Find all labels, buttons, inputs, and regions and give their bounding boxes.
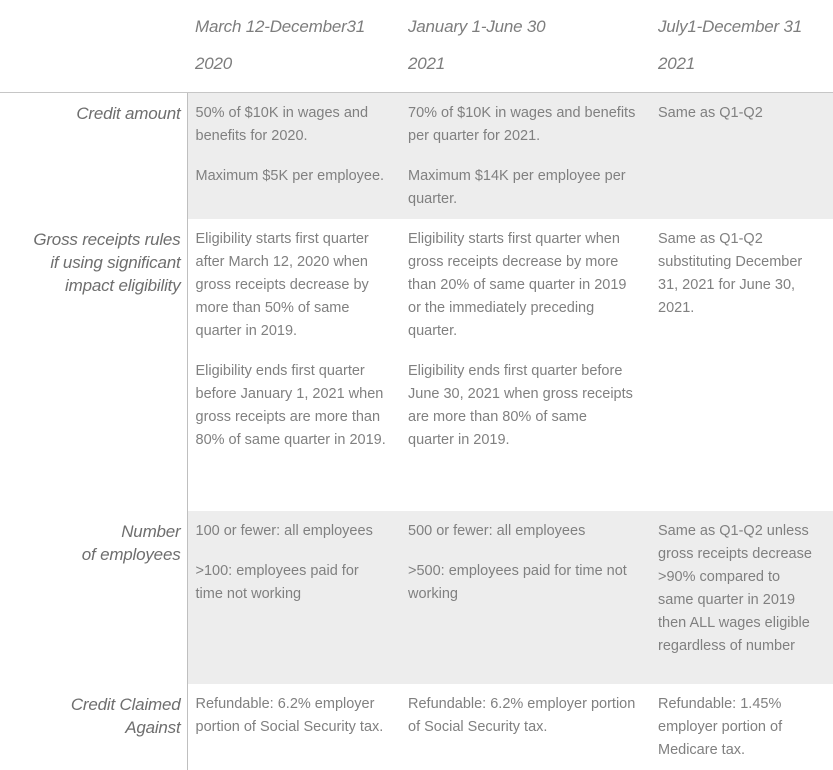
cell-paragraph: Refundable: 1.45% employer portion of Medicare tax. [658,693,819,762]
row-label-gross-receipts-line-2: if using significant [6,251,181,274]
cell-credit-amount-period-3 [650,93,833,220]
cell-number-employees-period-2 [400,511,650,684]
header-period-2-line-2: 2021 [408,45,638,82]
cell-claimed-against-period-3 [650,684,833,770]
row-label-number-of-employees [0,511,187,684]
row-label-claimed-against-line-1: Credit Claimed [6,693,181,716]
cell-gross-receipts-period-1 [187,219,400,511]
row-label-gross-receipts-line-1: Gross receipts rules [6,228,181,251]
cell-paragraph: >500: employees paid for time not working [408,560,636,606]
table-body [0,93,833,770]
cell-paragraph: Same as Q1-Q2 substituting December 31, 2021 for June 30, 2021. [658,228,819,320]
cell-paragraph: >100: employees paid for time not working [196,560,387,606]
cell-paragraph: 500 or fewer: all employees [408,520,636,543]
cell-credit-amount-period-2 [400,93,650,220]
cell-claimed-against-period-2 [400,684,650,770]
cell-paragraph: Same as Q1-Q2 [658,102,819,125]
row-label-credit-claimed-against [0,684,187,770]
row-label-number-employees-line-2: of employees [6,543,181,566]
cell-paragraph: Refundable: 6.2% employer portion of Social Security tax. [408,693,636,739]
cell-paragraph: Maximum $5K per employee. [196,165,387,188]
cell-paragraph: 50% of $10K in wages and benefits for 2020. [196,102,387,148]
cell-gross-receipts-period-2 [400,219,650,511]
cell-paragraph: Same as Q1-Q2 unless gross receipts decrease >90% compared to same quarter in 2019 then ALL wages eligible regardless of number [658,520,819,658]
row-label-claimed-against-line-2: Against [6,716,181,739]
row-label-credit-amount-line-1: Credit amount [6,102,181,125]
row-label-gross-receipts-line-3: impact eligibility [6,274,181,297]
table-row-gross-receipts-rules [0,219,833,511]
table-row-credit-amount [0,93,833,220]
header-cell-period-2 [400,0,650,93]
table-row-credit-claimed-against [0,684,833,770]
cell-paragraph: Eligibility ends first quarter before June 30, 2021 when gross receipts are more than 80% of same quarter in 2019. [408,360,636,452]
table-header-row [0,0,833,93]
header-cell-period-1 [187,0,400,93]
header-period-1-line-1: March 12-December31 [195,8,388,45]
row-label-credit-amount [0,93,187,220]
cell-paragraph: Eligibility ends first quarter before January 1, 2021 when gross receipts are more than 80% of same quarter in 2019. [196,360,387,452]
row-label-gross-receipts-rules [0,219,187,511]
cell-paragraph: Eligibility starts first quarter when gross receipts decrease by more than 20% of same quarter in 2019 or the immediately preceding quarter. [408,228,636,343]
cell-number-employees-period-3 [650,511,833,684]
cell-paragraph: Eligibility starts first quarter after March 12, 2020 when gross receipts decrease by more than 50% of same quarter in 2019. [196,228,387,343]
header-period-3-line-2: 2021 [658,45,821,82]
header-period-1-line-2: 2020 [195,45,388,82]
table-row-number-of-employees [0,511,833,684]
header-period-2-line-1: January 1-June 30 [408,8,638,45]
cell-paragraph: 100 or fewer: all employees [196,520,387,543]
header-period-3-line-1: July1-December 31 [658,8,821,45]
cell-gross-receipts-period-3 [650,219,833,511]
cell-number-employees-period-1 [187,511,400,684]
cell-paragraph: Maximum $14K per employee per quarter. [408,165,636,211]
cell-paragraph: 70% of $10K in wages and benefits per quarter for 2021. [408,102,636,148]
table-header [0,0,833,93]
header-cell-period-3 [650,0,833,93]
cell-claimed-against-period-1 [187,684,400,770]
header-cell-blank [0,0,187,93]
cell-credit-amount-period-1 [187,93,400,220]
row-label-number-employees-line-1: Number [6,520,181,543]
cell-paragraph: Refundable: 6.2% employer portion of Social Security tax. [196,693,387,739]
